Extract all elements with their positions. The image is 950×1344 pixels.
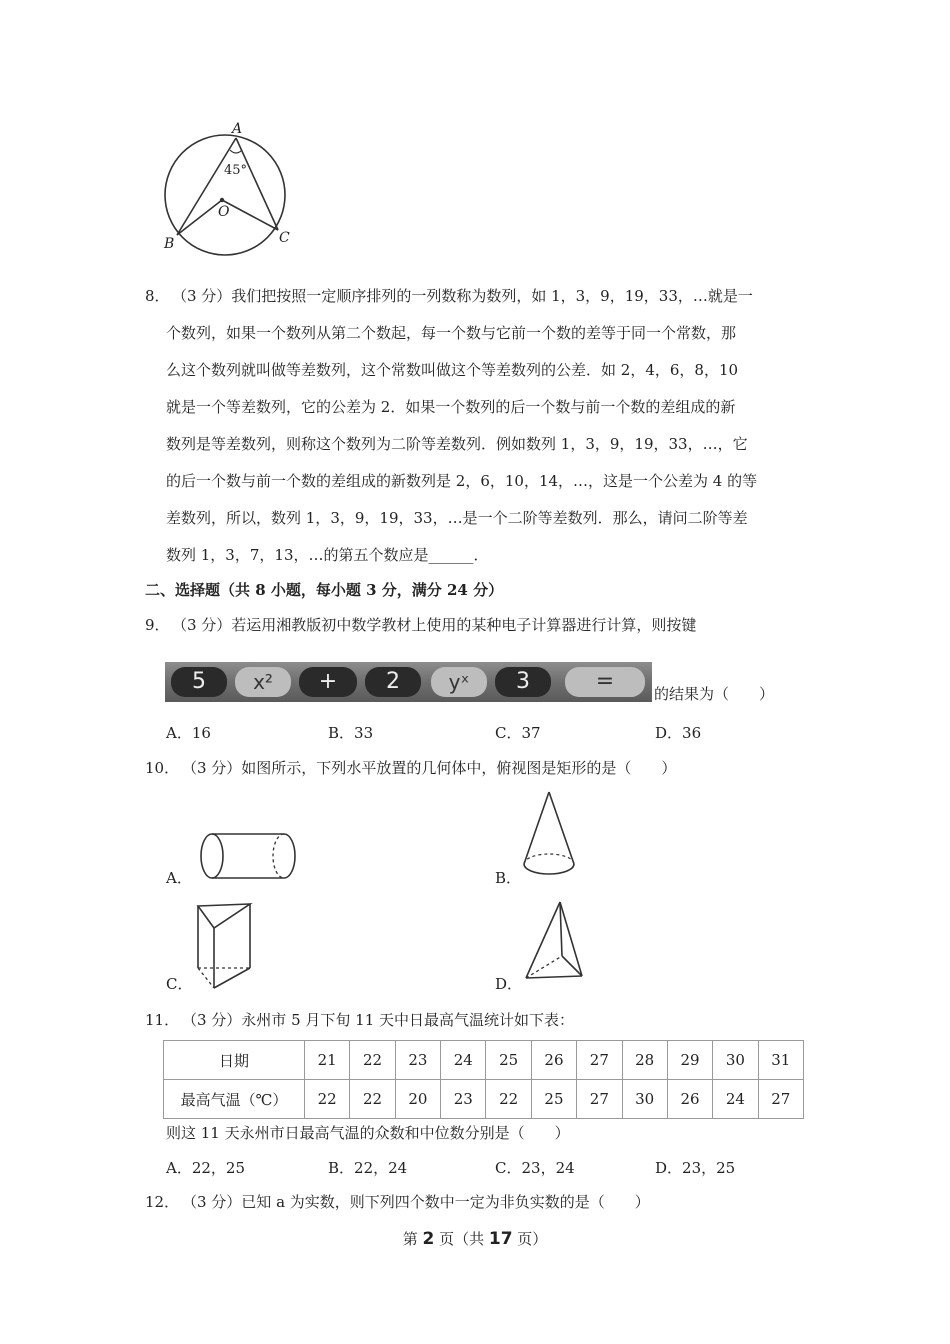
q8-line-2: 个数列，如果一个数列从第二个数起，每一个数与它前一个数的差等于同一个常数，那 bbox=[166, 324, 737, 342]
q10-number: 10． bbox=[145, 759, 180, 777]
q10-text: （3 分）如图所示，下列水平放置的几何体中，俯视图是矩形的是（ ） bbox=[182, 759, 677, 777]
circle-figure bbox=[160, 118, 300, 258]
table-cell: 26 bbox=[531, 1041, 576, 1080]
label-o: O bbox=[218, 204, 230, 220]
q10-option-d[interactable]: D． bbox=[495, 975, 523, 993]
label-angle: 45° bbox=[224, 163, 248, 178]
table-cell: 27 bbox=[577, 1041, 622, 1080]
q11-option-b[interactable]: B．22，24 bbox=[328, 1159, 408, 1177]
footer-suffix: 页） bbox=[512, 1230, 548, 1248]
table-cell: 25 bbox=[531, 1080, 576, 1119]
q11-option-a[interactable]: A．22，25 bbox=[166, 1159, 246, 1177]
footer-prefix: 第 bbox=[402, 1230, 423, 1248]
q8-number: 8． bbox=[145, 287, 170, 305]
table-row bbox=[164, 1041, 804, 1080]
table-cell: 28 bbox=[622, 1041, 667, 1080]
table-header-date: 日期 bbox=[164, 1041, 305, 1080]
q8-line-8: 数列 1，3，7，13，…的第五个数应是______． bbox=[166, 546, 489, 564]
table-cell: 20 bbox=[395, 1080, 440, 1119]
temperature-table bbox=[163, 1040, 804, 1119]
q9-number: 9． bbox=[145, 616, 170, 634]
q11-text: （3 分）永州市 5 月下旬 11 天中日最高气温统计如下表： bbox=[182, 1011, 575, 1029]
table-cell: 24 bbox=[441, 1041, 486, 1080]
q10-option-a[interactable]: A． bbox=[166, 869, 192, 887]
table-cell: 22 bbox=[350, 1080, 395, 1119]
section-heading: 二、选择题（共 8 小题，每小题 3 分，满分 24 分） bbox=[145, 581, 504, 599]
chord-ac bbox=[236, 138, 278, 230]
page-footer bbox=[0, 1228, 950, 1249]
q11-follow: 则这 11 天永州市日最高气温的众数和中位数分别是（ ） bbox=[166, 1124, 570, 1142]
q9-tail: 的结果为（ ） bbox=[654, 685, 775, 703]
table-row bbox=[164, 1080, 804, 1119]
q8-line-7: 差数列，所以，数列 1，3，9，19，33，…是一个二阶等差数列．那么，请问二阶等差 bbox=[166, 509, 748, 527]
q12-number: 12． bbox=[145, 1193, 180, 1211]
radius-oc bbox=[222, 200, 278, 230]
table-cell: 22 bbox=[486, 1080, 531, 1119]
key-x-squared: x² bbox=[235, 667, 291, 697]
q8-line-6: 的后一个数与前一个数的差组成的新数列是 2，6，10，14，…，这是一个公差为 4 的等 bbox=[166, 472, 758, 490]
q8-line-4: 就是一个等差数列，它的公差为 2．如果一个数列的后一个数与前一个数的差组成的新 bbox=[166, 398, 736, 416]
center-point bbox=[220, 198, 224, 202]
pyramid-figure bbox=[520, 896, 588, 992]
table-cell: 31 bbox=[758, 1041, 803, 1080]
q8-line-5: 数列是等差数列，则称这个数列为二阶等差数列．例如数列 1，3，9，19，33，…，它 bbox=[166, 435, 748, 453]
table-cell: 23 bbox=[441, 1080, 486, 1119]
q11-number: 11． bbox=[145, 1011, 180, 1029]
table-cell: 30 bbox=[622, 1080, 667, 1119]
table-cell: 30 bbox=[713, 1041, 758, 1080]
table-cell: 22 bbox=[350, 1041, 395, 1080]
key-2: 2 bbox=[365, 667, 421, 697]
label-a: A bbox=[232, 121, 243, 137]
key-3: 3 bbox=[495, 667, 551, 697]
table-cell: 29 bbox=[667, 1041, 712, 1080]
table-cell: 26 bbox=[667, 1080, 712, 1119]
key-5: 5 bbox=[171, 667, 227, 697]
table-cell: 21 bbox=[305, 1041, 350, 1080]
table-header-temp: 最高气温（℃） bbox=[164, 1080, 305, 1119]
label-b: B bbox=[164, 236, 175, 252]
table-cell: 22 bbox=[305, 1080, 350, 1119]
footer-total-pages: 17 bbox=[488, 1229, 513, 1249]
q9-option-c[interactable]: C．37 bbox=[495, 724, 541, 742]
key-plus: + bbox=[299, 667, 357, 697]
circle bbox=[165, 135, 285, 255]
calculator-keys-image bbox=[165, 662, 652, 702]
table-cell: 23 bbox=[395, 1041, 440, 1080]
q9-option-d[interactable]: D．36 bbox=[655, 724, 702, 742]
q9-text: （3 分）若运用湘教版初中数学教材上使用的某种电子计算器进行计算，则按键 bbox=[172, 616, 697, 634]
q8-line-1: （3 分）我们把按照一定顺序排列的一列数称为数列，如 1，3，9，19，33，…就是一 bbox=[172, 287, 753, 305]
q9-option-a[interactable]: A．16 bbox=[166, 724, 211, 742]
table-cell: 27 bbox=[758, 1080, 803, 1119]
q12-text: （3 分）已知 a 为实数，则下列四个数中一定为非负实数的是（ ） bbox=[182, 1193, 650, 1211]
radius-ob bbox=[177, 200, 222, 235]
cone-figure bbox=[518, 788, 580, 880]
q9-option-b[interactable]: B．33 bbox=[328, 724, 374, 742]
footer-page-number: 2 bbox=[422, 1229, 435, 1249]
q10-option-c[interactable]: C． bbox=[166, 975, 193, 993]
table-cell: 27 bbox=[577, 1080, 622, 1119]
chord-ab bbox=[177, 138, 236, 235]
q11-option-d[interactable]: D．23，25 bbox=[655, 1159, 736, 1177]
key-y-power-x: yˣ bbox=[431, 667, 487, 697]
angle-arc bbox=[230, 150, 242, 153]
key-equals: = bbox=[565, 667, 645, 697]
q8-line-3: 么这个数列就叫做等差数列，这个常数叫做这个等差数列的公差．如 2，4，6，8，10 bbox=[166, 361, 739, 379]
footer-middle: 页（共 bbox=[434, 1230, 489, 1248]
cylinder-figure bbox=[196, 830, 300, 882]
label-c: C bbox=[279, 230, 290, 246]
table-cell: 25 bbox=[486, 1041, 531, 1080]
table-cell: 24 bbox=[713, 1080, 758, 1119]
q11-option-c[interactable]: C．23，24 bbox=[495, 1159, 575, 1177]
q10-option-b[interactable]: B． bbox=[495, 869, 522, 887]
prism-figure bbox=[192, 898, 256, 992]
